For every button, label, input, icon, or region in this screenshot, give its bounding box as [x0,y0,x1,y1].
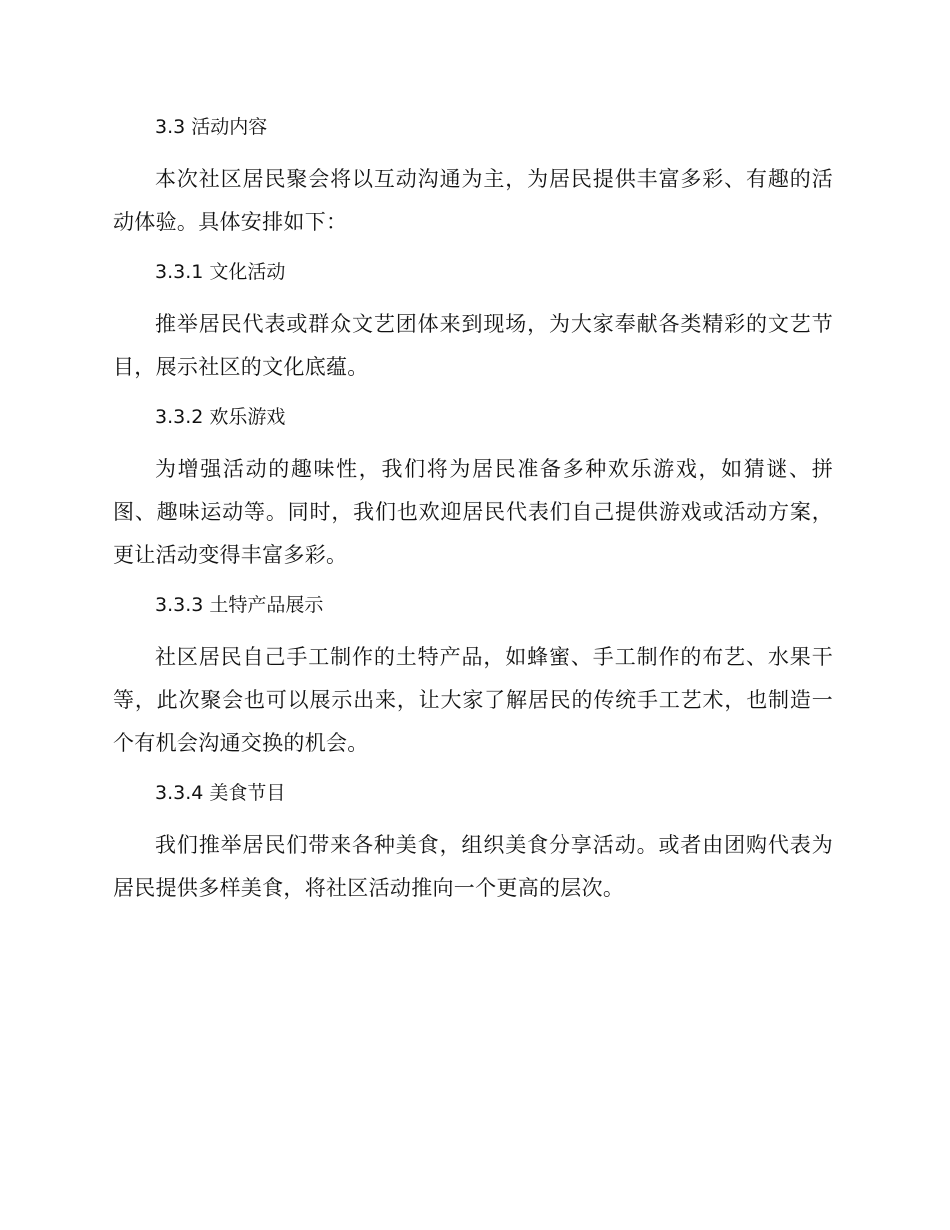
section-body-3-3-3: 社区居民自己手工制作的土特产品，如蜂蜜、手工制作的布艺、水果干等，此次聚会也可以展示出来，让大家了解居民的传统手工艺术，也制造一个有机会沟通交换的机会。 [113,645,833,755]
section-heading-3-3-4: 3.3.4 美食节目 [155,782,286,804]
section-heading-3-3: 3.3 活动内容 [155,116,268,138]
section-body-3-3-1: 推举居民代表或群众文艺团体来到现场，为大家奉献各类精彩的文艺节目，展示社区的文化底蕴。 [113,312,833,379]
section-heading-3-3-3: 3.3.3 土特产品展示 [155,594,324,616]
section-body-3-3-4: 我们推举居民们带来各种美食，组织美食分享活动。或者由团购代表为居民提供多样美食，将社区活动推向一个更高的层次。 [113,833,833,900]
section-body-3-3: 本次社区居民聚会将以互动沟通为主，为居民提供丰富多彩、有趣的活动体验。具体安排如下： [113,167,833,234]
document-content [113,108,833,910]
section-heading-3-3-2: 3.3.2 欢乐游戏 [155,406,286,428]
section-heading-3-3-1: 3.3.1 文化活动 [155,261,286,283]
section-body-3-3-2: 为增强活动的趣味性，我们将为居民准备多种欢乐游戏，如猜谜、拼图、趣味运动等。同时，我们也欢迎居民代表们自己提供游戏或活动方案，更让活动变得丰富多彩。 [113,457,833,567]
